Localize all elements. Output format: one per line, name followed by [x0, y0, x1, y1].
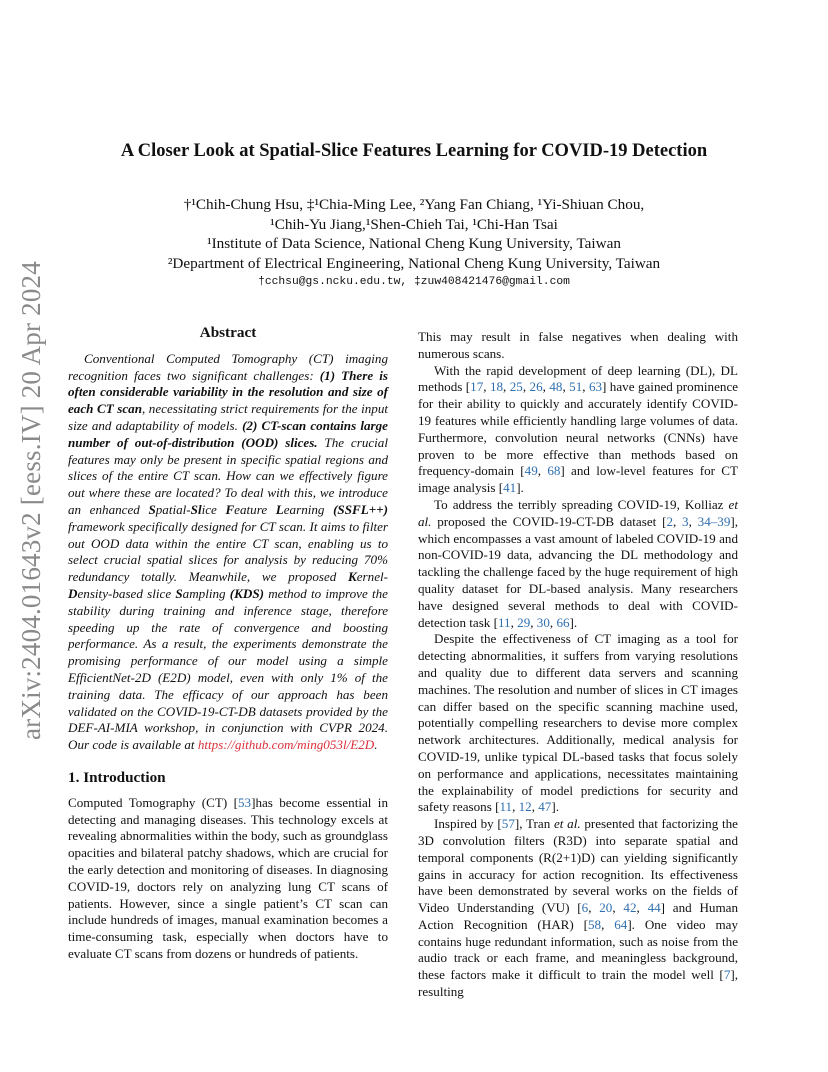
author-block	[0, 195, 828, 293]
citation-link[interactable]: 26	[529, 379, 543, 395]
right-paragraph-3: Despite the effectiveness of CT imaging as a tool for detecting abnormalities, it suffers from varying resolutions and quality due to different data servers and scanning machines. The resolution and number of slices in CT images can differ based on the specific scanning machine used, potentially compelling researchers to devise more complex network architectures. Additionally, medical analysis for COVID-19, unlike typical DL-based tasks that focus solely on performance and applications, necessitates maintaining the explainability of model predictions for security and safety reasons [11, 12, 47].	[418, 631, 738, 815]
right-paragraph-4: Inspired by [57], Tran et al. presented that factorizing the 3D convolution filters (R3D) into separate spatial and temporal components (R(2+1)D) can yielding significantly gains in accuracy for action recognition. Its effectiveness have been demonstrated by several works on the fields of Video Understanding (VU) [6, 20, 42, 44] and Human Action Recognition (HAR) [58, 64]. One video may contains huge redundant information, such as noise from the audio track or each frame, and meaningless background, these factors make it difficult to train the model well [7], resulting	[418, 816, 739, 1000]
citation-link[interactable]: 47	[538, 799, 552, 815]
right-paragraph-0: This may result in false negatives when dealing with numerous scans.	[418, 329, 738, 361]
right-paragraph-2: To address the terribly spreading COVID-19, Kolliaz et al. proposed the COVID-19-CT-DB dataset [2, 3, 34–39], which encompasses a vast amount of labeled COVID-19 and non-COVID-19 data, advancing the DL methodology and tackling the challenge faced by the huge requirement of high quality dataset for DL-based analysis. Many researchers have designed several methods to deal with COVID-detection task [11, 29, 30, 66].	[418, 496, 739, 630]
citation-link[interactable]: 2	[666, 513, 673, 529]
citation-link[interactable]: 34–	[697, 513, 718, 529]
citation-link[interactable]: 6	[581, 900, 589, 916]
citation-link[interactable]: 12	[518, 799, 532, 815]
citation-link[interactable]: 57	[501, 816, 515, 832]
authors-line-1: †¹Chih-Chung Hsu, ‡¹Chia-Ming Lee, ²Yang Fan Chiang, ¹Yi-Shiuan Chou,	[183, 196, 645, 213]
citation-link[interactable]: 44	[647, 900, 661, 916]
citation-link[interactable]: 53	[237, 794, 252, 810]
citation-link[interactable]: 66	[556, 614, 570, 630]
citation-link[interactable]: 68	[547, 463, 561, 479]
citation-link[interactable]: 41	[503, 480, 517, 496]
citation-link[interactable]: 20	[599, 900, 613, 916]
affiliation-2: ²Department of Electrical Engineering, National Cheng Kung University, Taiwan	[167, 254, 661, 272]
citation-link[interactable]: 30	[536, 614, 550, 630]
citation-link[interactable]: 7	[723, 967, 731, 983]
citation-link[interactable]: 25	[509, 379, 523, 395]
citation-link[interactable]: 11	[499, 799, 513, 815]
citation-link[interactable]: 49	[524, 463, 538, 479]
introduction-heading: 1. Introduction	[68, 768, 166, 786]
abstract-text: Conventional Computed Tomography (CT) imaging recognition faces two significant challenges: (1) There is often considerable variability in the resolution and size of each CT scan, necessitating strict requirements for the input size and adaptability of models. (2) CT-scan contains large number of out-of-distribution (OOD) slices. The crucial features may only be present in specific spatial regions and slices of the entire CT scan. How can we effectively figure out where these are located? To deal with this, we introduce an enhanced Spatial-Slice Feature Learning (SSFL++) framework specifically designed for CT scan. It aims to filter out OOD data within the entire CT scan, enabling us to select crucial spatial slices for analysis by reducing 70% redundancy totally. Meanwhile, we proposed Kernel-Density-based slice Sampling (KDS) method to improve the stability during training and inference stage, therefore speeding up the rate of convergence and boosting performance. As a result, the experiments demonstrate the promising performance of our model using a simple EfficientNet-2D (E2D) model, even with only 1% of the training data. The efficacy of our approach has been validated on the COVID-19-CT-DB datasets provided by the DEF-AI-MIA workshop, in conjunction with CVPR 2024. Our code is available at https://github.com/ming053l/E2D.	[68, 350, 389, 753]
right-column	[418, 329, 738, 1001]
affiliation-1: ¹Institute of Data Science, National Cheng Kung University, Taiwan	[207, 235, 621, 252]
intro-paragraph-1: Computed Tomography (CT) [53]has become essential in detecting and managing diseases. This technology excels at revealing abnormalities within the body, such as groundglass opacities and bilateral patchy shadows, which are crucial for the early detection and monitoring of diseases. In diagnosing COVID-19, doctors rely on analyzing lung CT scans of patients. However, since a single patient’s CT scan can include hundreds of images, manual examination becomes a time-consuming task, especially when doctors have to evaluate CT scans from dozens or hundreds of patients.	[68, 794, 388, 961]
citation-link[interactable]: 63	[588, 379, 603, 395]
left-column	[68, 325, 388, 963]
citation-link[interactable]: 39	[717, 513, 731, 529]
right-paragraph-1: With the rapid development of deep learning (DL), DL methods [17, 18, 25, 26, 48, 51, 63] have gained prominence for their ability to quickly and accurately identify COVID-19 features while efficiently handling large volumes of data. Furthermore, convolution neural networks (CNNs) have proven to be more effective than methods based on frequency-domain [49, 68] and low-level features for CT image analysis [41].	[418, 362, 739, 496]
author-emails: †cchsu@gs.ncku.edu.tw, ‡zuw408421476@gmail.com	[258, 276, 570, 288]
abstract-heading: Abstract	[199, 324, 257, 341]
citation-link[interactable]: 3	[682, 513, 689, 529]
citation-link[interactable]: 17	[470, 379, 484, 395]
citation-link[interactable]: 29	[517, 614, 531, 630]
citation-link[interactable]: 42	[623, 900, 637, 916]
citation-link[interactable]: 11	[498, 614, 511, 630]
citation-link[interactable]: 64	[614, 916, 628, 932]
citation-link[interactable]: 51	[569, 379, 583, 395]
citation-link[interactable]: 48	[549, 379, 563, 395]
paper-title: A Closer Look at Spatial-Slice Features Learning for COVID-19 Detection	[120, 141, 708, 161]
citation-link[interactable]: 58	[587, 916, 602, 932]
code-link[interactable]: https://github.com/ming053l/E2D	[197, 737, 375, 753]
arxiv-sidebar-id: arXiv:2404.01643v2 [eess.IV] 20 Apr 2024	[16, 261, 46, 740]
citation-link[interactable]: 18	[489, 379, 504, 395]
authors-line-2: ¹Chih-Yu Jiang,¹Shen-Chieh Tai, ¹Chi-Han Tsai	[270, 215, 558, 233]
